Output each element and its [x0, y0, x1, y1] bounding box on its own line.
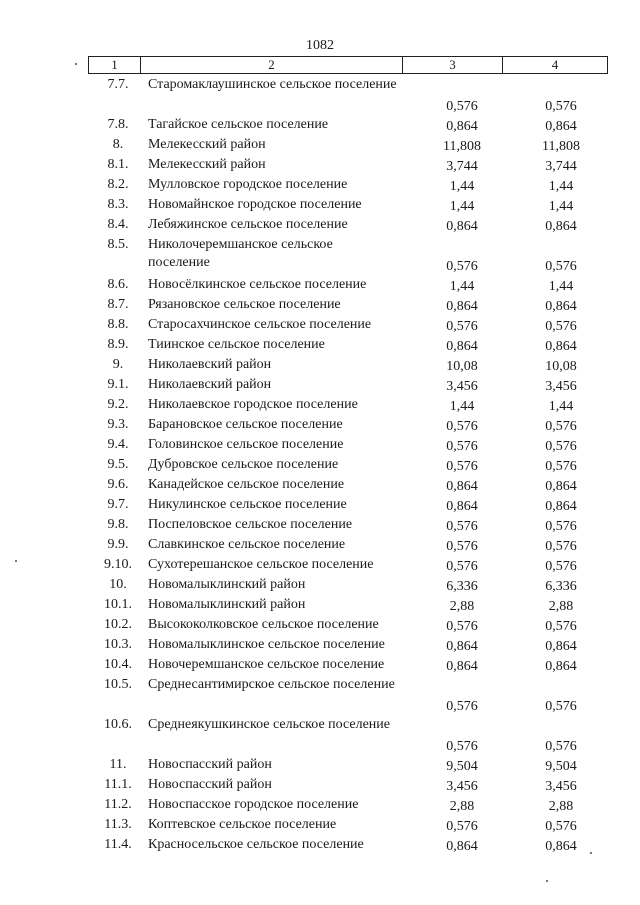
- row-number: 9.3.: [107, 417, 129, 432]
- row-value-col3: 0,576: [446, 99, 478, 114]
- column-header-1: 1: [89, 57, 141, 73]
- table-row: [0, 716, 640, 756]
- table-row: [0, 656, 640, 676]
- row-value-col3: 0,864: [446, 339, 478, 354]
- table-row: [0, 636, 640, 656]
- row-value-col4: 3,744: [545, 159, 577, 174]
- row-name: Николочеремшанское сельское поселение: [148, 237, 333, 270]
- row-name: Тиинское сельское поселение: [148, 337, 325, 352]
- row-number: 7.8.: [107, 117, 129, 132]
- row-value-col3: 0,576: [446, 619, 478, 634]
- row-value-col3: 0,576: [446, 439, 478, 454]
- row-name: Сухотерешанское сельское поселение: [148, 557, 374, 572]
- row-name: Красносельское сельское поселение: [148, 837, 364, 852]
- row-value-col3: 10,08: [446, 359, 478, 374]
- table-row: [0, 756, 640, 776]
- row-value-col3: 0,576: [446, 319, 478, 334]
- row-number: 8.2.: [107, 177, 129, 192]
- table-row: [0, 536, 640, 556]
- row-value-col4: 0,576: [545, 539, 577, 554]
- row-number: 8.: [112, 137, 124, 152]
- row-value-col3: 0,576: [446, 419, 478, 434]
- row-name: Головинское сельское поселение: [148, 437, 344, 452]
- row-value-col4: 0,576: [545, 259, 577, 274]
- row-number: 10.3.: [104, 637, 132, 652]
- row-value-col3: 0,576: [446, 519, 478, 534]
- row-value-col4: 0,576: [545, 739, 577, 754]
- row-value-col3: 1,44: [449, 179, 475, 194]
- row-value-col3: 3,744: [446, 159, 478, 174]
- row-name: Поспеловское сельское поселение: [148, 517, 353, 532]
- page-number: 1082: [306, 38, 334, 53]
- row-value-col4: 0,576: [545, 459, 577, 474]
- row-number: 11.2.: [104, 797, 132, 812]
- row-value-col4: 1,44: [548, 279, 574, 294]
- table-row: [0, 476, 640, 496]
- table-row: [0, 196, 640, 216]
- row-value-col4: 3,456: [545, 379, 577, 394]
- row-name: Николаевский район: [148, 377, 272, 392]
- row-name: Новомайнское городское поселение: [148, 197, 362, 212]
- row-value-col4: 0,864: [545, 479, 577, 494]
- row-number: 11.4.: [104, 837, 132, 852]
- row-name: Канадейское сельское поселение: [148, 477, 345, 492]
- row-value-col4: 0,864: [545, 659, 577, 674]
- row-value-col3: 1,44: [449, 399, 475, 414]
- table-row: [0, 596, 640, 616]
- row-name: Новоспасский район: [148, 777, 272, 792]
- row-value-col4: 9,504: [545, 759, 577, 774]
- row-value-col4: 0,864: [545, 339, 577, 354]
- scan-speck: [15, 560, 17, 562]
- column-header-3: 3: [403, 57, 503, 73]
- row-name: Николаевский район: [148, 357, 272, 372]
- table-row: [0, 416, 640, 436]
- table-body: [0, 76, 640, 856]
- row-value-col3: 9,504: [446, 759, 478, 774]
- row-value-col4: 0,864: [545, 499, 577, 514]
- table-row: [0, 376, 640, 396]
- table-row: [0, 276, 640, 296]
- row-name: Новоспасское городское поселение: [148, 797, 359, 812]
- row-number: 11.: [109, 757, 127, 772]
- row-name: Никулинское сельское поселение: [148, 497, 347, 512]
- row-value-col3: 0,576: [446, 739, 478, 754]
- table-row: [0, 356, 640, 376]
- row-value-col4: 6,336: [545, 579, 577, 594]
- row-value-col3: 0,864: [446, 659, 478, 674]
- row-value-col3: 3,456: [446, 779, 478, 794]
- row-number: 8.4.: [107, 217, 129, 232]
- row-value-col4: 0,864: [545, 219, 577, 234]
- row-name: Новочеремшанское сельское поселение: [148, 657, 385, 672]
- row-number: 9.5.: [107, 457, 129, 472]
- row-name: Коптевское сельское поселение: [148, 817, 337, 832]
- row-value-col4: 1,44: [548, 199, 574, 214]
- row-number: 10.2.: [104, 617, 132, 632]
- table-row: [0, 816, 640, 836]
- row-value-col3: 6,336: [446, 579, 478, 594]
- row-value-col3: 0,864: [446, 639, 478, 654]
- row-name: Среднесантимирское сельское поселение: [148, 677, 395, 692]
- table-row: [0, 136, 640, 156]
- row-value-col4: 1,44: [548, 399, 574, 414]
- row-number: 8.9.: [107, 337, 129, 352]
- table-row: [0, 576, 640, 596]
- row-number: 10.: [109, 577, 127, 592]
- row-value-col3: 0,864: [446, 299, 478, 314]
- row-name: Мулловское городское поселение: [148, 177, 348, 192]
- table-row: [0, 336, 640, 356]
- row-number: 8.8.: [107, 317, 129, 332]
- table-row: [0, 76, 640, 116]
- table-row: [0, 496, 640, 516]
- table-header: [88, 56, 608, 74]
- row-value-col3: 0,576: [446, 259, 478, 274]
- row-number: 7.7.: [107, 77, 129, 92]
- row-value-col3: 11,808: [443, 139, 481, 154]
- row-number: 8.6.: [107, 277, 129, 292]
- row-value-col4: 1,44: [548, 179, 574, 194]
- table-row: [0, 676, 640, 716]
- row-value-col3: 0,576: [446, 539, 478, 554]
- row-value-col4: 0,864: [545, 639, 577, 654]
- table-row: [0, 316, 640, 336]
- table-row: [0, 156, 640, 176]
- scan-speck: [75, 63, 77, 65]
- row-number: 8.1.: [107, 157, 129, 172]
- row-name: Высококолковское сельское поселение: [148, 617, 379, 632]
- row-value-col3: 3,456: [446, 379, 478, 394]
- row-name: Новоспасский район: [148, 757, 272, 772]
- row-value-col3: 1,44: [449, 199, 475, 214]
- table-row: [0, 616, 640, 636]
- row-name: Мелекесский район: [148, 137, 266, 152]
- row-value-col3: 0,864: [446, 119, 478, 134]
- row-name: Новомалыклинское сельское поселение: [148, 637, 385, 652]
- scan-speck: [546, 880, 548, 882]
- row-value-col4: 0,864: [545, 119, 577, 134]
- table-row: [0, 236, 640, 276]
- row-number: 8.3.: [107, 197, 129, 212]
- row-name: Старомаклаушинское сельское поселение: [148, 77, 397, 92]
- table-row: [0, 396, 640, 416]
- table-row: [0, 456, 640, 476]
- row-value-col4: 11,808: [542, 139, 580, 154]
- row-number: 10.4.: [104, 657, 132, 672]
- row-value-col4: 0,576: [545, 419, 577, 434]
- row-value-col4: 0,576: [545, 319, 577, 334]
- row-value-col3: 0,576: [446, 459, 478, 474]
- row-value-col3: 0,864: [446, 479, 478, 494]
- row-number: 9.9.: [107, 537, 129, 552]
- row-value-col3: 0,576: [446, 699, 478, 714]
- column-header-2: 2: [141, 57, 403, 73]
- row-number: 8.5.: [107, 237, 129, 252]
- row-name: Николаевское городское поселение: [148, 397, 358, 412]
- row-value-col4: 0,864: [545, 839, 577, 854]
- row-value-col4: 0,576: [545, 559, 577, 574]
- row-value-col4: 2,88: [548, 599, 574, 614]
- row-value-col4: 0,576: [545, 99, 577, 114]
- row-name: Новомалыклинский район: [148, 577, 306, 592]
- table-row: [0, 296, 640, 316]
- row-value-col4: 0,576: [545, 699, 577, 714]
- row-number: 10.6.: [104, 717, 132, 732]
- row-value-col4: 0,576: [545, 519, 577, 534]
- row-number: 9.1.: [107, 377, 129, 392]
- row-name: Среднеякушкинское сельское поселение: [148, 717, 390, 732]
- row-name: Рязановское сельское поселение: [148, 297, 341, 312]
- table-row: [0, 436, 640, 456]
- table-row: [0, 516, 640, 536]
- row-name: Новомалыклинский район: [148, 597, 306, 612]
- row-number: 9.8.: [107, 517, 129, 532]
- row-value-col4: 0,576: [545, 619, 577, 634]
- row-number: 11.1.: [104, 777, 132, 792]
- row-name: Старосахчинское сельское поселение: [148, 317, 372, 332]
- row-value-col3: 2,88: [449, 599, 475, 614]
- table-row: [0, 216, 640, 236]
- row-name: Барановское сельское поселение: [148, 417, 343, 432]
- row-value-col4: 0,576: [545, 819, 577, 834]
- row-value-col3: 0,576: [446, 819, 478, 834]
- row-value-col3: 1,44: [449, 279, 475, 294]
- row-name: Славкинское сельское поселение: [148, 537, 346, 552]
- column-header-4: 4: [551, 57, 559, 72]
- row-number: 9.10.: [104, 557, 132, 572]
- row-number: 10.5.: [104, 677, 132, 692]
- row-value-col3: 0,576: [446, 559, 478, 574]
- row-number: 8.7.: [107, 297, 129, 312]
- table-row: [0, 556, 640, 576]
- row-value-col4: 0,576: [545, 439, 577, 454]
- row-value-col4: 0,864: [545, 299, 577, 314]
- table-row: [0, 796, 640, 816]
- row-name: Лебяжинское сельское поселение: [148, 217, 348, 232]
- row-value-col3: 2,88: [449, 799, 475, 814]
- row-value-col3: 0,864: [446, 839, 478, 854]
- row-number: 9.6.: [107, 477, 129, 492]
- row-name: Новосёлкинское сельское поселение: [148, 277, 367, 292]
- table-row: [0, 836, 640, 856]
- row-name: Дубровское сельское поселение: [148, 457, 339, 472]
- table-row: [0, 176, 640, 196]
- row-value-col4: 2,88: [548, 799, 574, 814]
- row-number: 9.7.: [107, 497, 129, 512]
- row-value-col4: 3,456: [545, 779, 577, 794]
- row-name: Тагайское сельское поселение: [148, 117, 329, 132]
- row-value-col3: 0,864: [446, 219, 478, 234]
- row-number: 10.1.: [104, 597, 132, 612]
- row-name: Мелекесский район: [148, 157, 266, 172]
- scan-speck: [590, 852, 592, 854]
- table-row: [0, 776, 640, 796]
- row-number: 9.2.: [107, 397, 129, 412]
- row-value-col3: 0,864: [446, 499, 478, 514]
- row-number: 9.4.: [107, 437, 129, 452]
- row-value-col4: 10,08: [545, 359, 577, 374]
- row-number: 11.3.: [104, 817, 132, 832]
- row-number: 9.: [112, 357, 124, 372]
- table-row: [0, 116, 640, 136]
